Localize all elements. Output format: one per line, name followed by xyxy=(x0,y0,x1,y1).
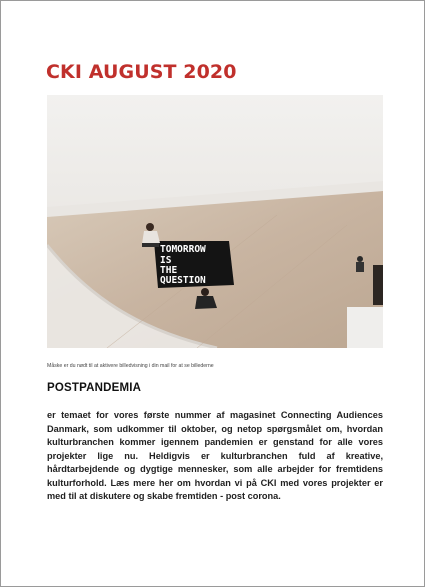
sign-line-1: TOMORROW xyxy=(160,244,206,255)
sign-line-3: THE xyxy=(160,265,178,276)
person-figure-3 xyxy=(356,256,364,272)
page-title: CKI AUGUST 2020 xyxy=(46,61,237,83)
dark-object xyxy=(373,265,383,305)
image-caption: Måske er du nødt til at aktivere billedvisning i din mail for at se billederne xyxy=(47,363,214,369)
body-paragraph: er temaet for vores første nummer af magasinet Connecting Audiences Danmark, som udkommer til oktober, og netop spørgsmålet om, hvordan kulturbranchen kommer igennem pandemien er genstand for alle vores projekter lige nu. Heldigvis er kulturbranchen fuld af kreative, hårdtarbejdende og dygtige mennesker, som alle arbejder for fremtidens kulturforhold. Læs mere her om hvordan vi på CKI med vores projekter er med til at diskutere og skabe fremtiden - post corona. xyxy=(47,410,383,501)
article-photo xyxy=(47,95,383,348)
sign-board xyxy=(154,241,234,288)
sign-line-2: IS xyxy=(160,255,172,266)
pillar xyxy=(347,307,383,348)
section-heading: POSTPANDEMIA xyxy=(47,382,142,394)
sign-line-4: QUESTION xyxy=(160,275,206,286)
